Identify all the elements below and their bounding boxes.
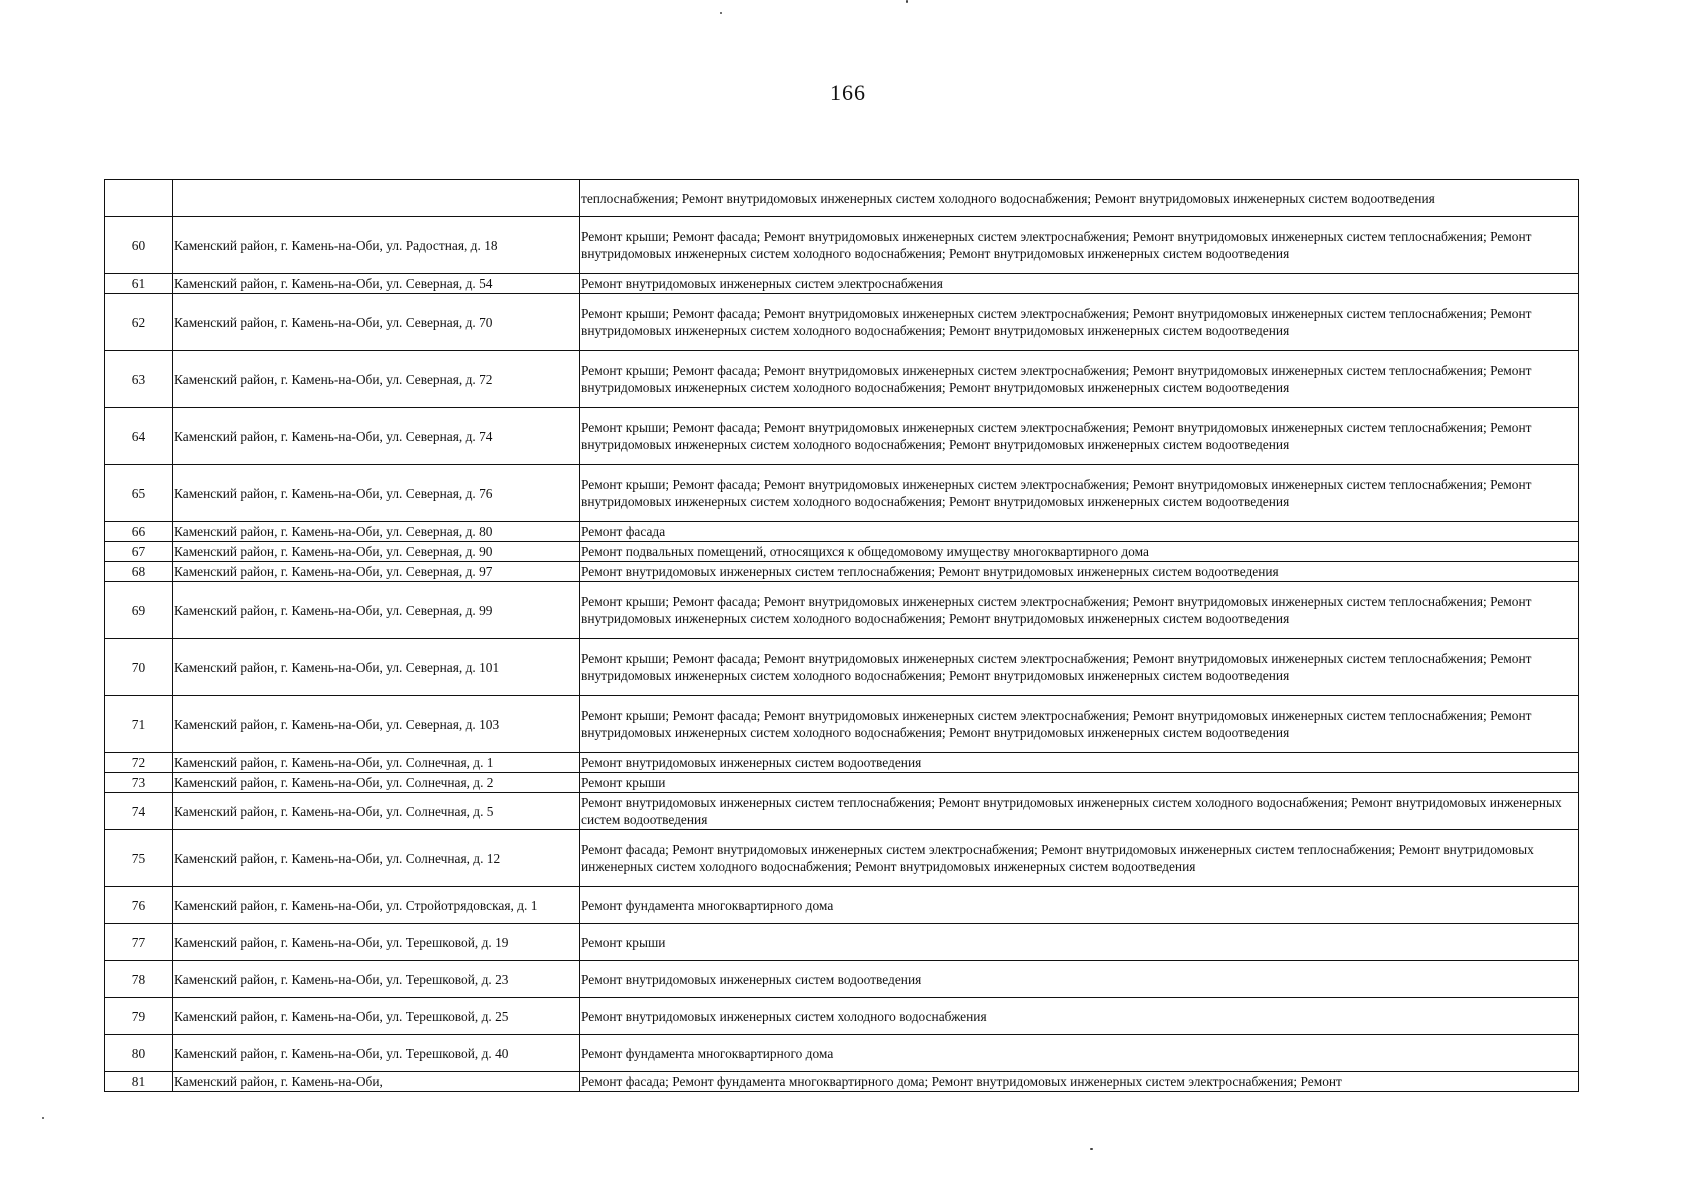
row-number-cell: 69 xyxy=(105,582,173,639)
row-number-cell: 70 xyxy=(105,639,173,696)
table-row xyxy=(105,924,1579,961)
row-number-cell: 71 xyxy=(105,696,173,753)
row-number-cell: 74 xyxy=(105,793,173,830)
page-number: 166 xyxy=(830,80,866,105)
table-row xyxy=(105,274,1579,294)
table-row xyxy=(105,753,1579,773)
repair-works-cell: Ремонт крыши; Ремонт фасада; Ремонт внутридомовых инженерных систем электроснабжения; Ремонт внутридомовых инженерных систем теплоснабжения; Ремонт внутридомовых инженерных систем холодного водоснабжения; Ремонт внутридомовых инженерных систем водоотведения xyxy=(580,408,1579,465)
address-cell xyxy=(173,180,580,217)
repair-works-cell: Ремонт крыши xyxy=(580,924,1579,961)
row-number-cell: 67 xyxy=(105,542,173,562)
repair-works-cell: Ремонт внутридомовых инженерных систем теплоснабжения; Ремонт внутридомовых инженерных систем водоотведения xyxy=(580,562,1579,582)
table-row xyxy=(105,294,1579,351)
table-row xyxy=(105,217,1579,274)
scan-speck xyxy=(720,12,722,14)
row-number-cell: 78 xyxy=(105,961,173,998)
address-cell: Каменский район, г. Камень-на-Оби, ул. Солнечная, д. 5 xyxy=(173,793,580,830)
repair-works-cell: Ремонт фундамента многоквартирного дома xyxy=(580,1035,1579,1072)
table-row xyxy=(105,522,1579,542)
address-cell: Каменский район, г. Камень-на-Оби, ул. Терешковой, д. 19 xyxy=(173,924,580,961)
address-cell: Каменский район, г. Камень-на-Оби, ул. Северная, д. 90 xyxy=(173,542,580,562)
address-cell: Каменский район, г. Камень-на-Оби, ул. Северная, д. 76 xyxy=(173,465,580,522)
address-cell: Каменский район, г. Камень-на-Оби, ул. Северная, д. 97 xyxy=(173,562,580,582)
row-number-cell: 64 xyxy=(105,408,173,465)
repair-works-cell: Ремонт крыши; Ремонт фасада; Ремонт внутридомовых инженерных систем электроснабжения; Ремонт внутридомовых инженерных систем теплоснабжения; Ремонт внутридомовых инженерных систем холодного водоснабжения; Ремонт внутридомовых инженерных систем водоотведения xyxy=(580,696,1579,753)
table-row xyxy=(105,696,1579,753)
row-number-cell: 76 xyxy=(105,887,173,924)
table-row xyxy=(105,887,1579,924)
row-number-cell: 73 xyxy=(105,773,173,793)
row-number-cell: 72 xyxy=(105,753,173,773)
repair-works-cell: Ремонт крыши; Ремонт фасада; Ремонт внутридомовых инженерных систем электроснабжения; Ремонт внутридомовых инженерных систем теплоснабжения; Ремонт внутридомовых инженерных систем холодного водоснабжения; Ремонт внутридомовых инженерных систем водоотведения xyxy=(580,217,1579,274)
row-number-cell: 60 xyxy=(105,217,173,274)
table-row xyxy=(105,793,1579,830)
row-number-cell: 79 xyxy=(105,998,173,1035)
repair-works-cell: Ремонт фасада xyxy=(580,522,1579,542)
row-number-cell: 68 xyxy=(105,562,173,582)
repair-works-cell: Ремонт крыши; Ремонт фасада; Ремонт внутридомовых инженерных систем электроснабжения; Ремонт внутридомовых инженерных систем теплоснабжения; Ремонт внутридомовых инженерных систем холодного водоснабжения; Ремонт внутридомовых инженерных систем водоотведения xyxy=(580,639,1579,696)
scan-speck xyxy=(1090,1148,1093,1150)
table-row xyxy=(105,1035,1579,1072)
repair-works-cell: Ремонт фундамента многоквартирного дома xyxy=(580,887,1579,924)
row-number-cell: 65 xyxy=(105,465,173,522)
row-number-cell: 63 xyxy=(105,351,173,408)
address-cell: Каменский район, г. Камень-на-Оби, ул. Солнечная, д. 12 xyxy=(173,830,580,887)
address-cell: Каменский район, г. Камень-на-Оби, xyxy=(173,1072,580,1092)
row-number-cell xyxy=(105,180,173,217)
row-number-cell: 61 xyxy=(105,274,173,294)
repair-works-cell: Ремонт фасада; Ремонт фундамента многоквартирного дома; Ремонт внутридомовых инженерных систем электроснабжения; Ремонт xyxy=(580,1072,1579,1092)
address-cell: Каменский район, г. Камень-на-Оби, ул. Солнечная, д. 1 xyxy=(173,753,580,773)
table-row xyxy=(105,465,1579,522)
row-number-cell: 77 xyxy=(105,924,173,961)
table-row xyxy=(105,180,1579,217)
table-row xyxy=(105,1072,1579,1092)
address-cell: Каменский район, г. Камень-на-Оби, ул. Северная, д. 101 xyxy=(173,639,580,696)
address-cell: Каменский район, г. Камень-на-Оби, ул. Терешковой, д. 23 xyxy=(173,961,580,998)
housing-repair-table xyxy=(104,179,1579,1092)
address-cell: Каменский район, г. Камень-на-Оби, ул. Стройотрядовская, д. 1 xyxy=(173,887,580,924)
table-row xyxy=(105,961,1579,998)
table-row xyxy=(105,830,1579,887)
table-row xyxy=(105,582,1579,639)
row-number-cell: 75 xyxy=(105,830,173,887)
table-body xyxy=(105,180,1579,1092)
address-cell: Каменский район, г. Камень-на-Оби, ул. Солнечная, д. 2 xyxy=(173,773,580,793)
row-number-cell: 81 xyxy=(105,1072,173,1092)
address-cell: Каменский район, г. Камень-на-Оби, ул. Радостная, д. 18 xyxy=(173,217,580,274)
table-row xyxy=(105,998,1579,1035)
repair-works-cell: Ремонт фасада; Ремонт внутридомовых инженерных систем электроснабжения; Ремонт внутридомовых инженерных систем теплоснабжения; Ремонт внутридомовых инженерных систем холодного водоснабжения; Ремонт внутридомовых инженерных систем водоотведения xyxy=(580,830,1579,887)
table-row xyxy=(105,408,1579,465)
scan-speck xyxy=(42,1117,44,1119)
scan-speck xyxy=(906,0,908,3)
repair-works-cell: Ремонт внутридомовых инженерных систем водоотведения xyxy=(580,753,1579,773)
repair-works-cell: Ремонт крыши; Ремонт фасада; Ремонт внутридомовых инженерных систем электроснабжения; Ремонт внутридомовых инженерных систем теплоснабжения; Ремонт внутридомовых инженерных систем холодного водоснабжения; Ремонт внутридомовых инженерных систем водоотведения xyxy=(580,465,1579,522)
repair-works-cell: Ремонт внутридомовых инженерных систем водоотведения xyxy=(580,961,1579,998)
address-cell: Каменский район, г. Камень-на-Оби, ул. Северная, д. 103 xyxy=(173,696,580,753)
repair-works-cell: Ремонт крыши xyxy=(580,773,1579,793)
address-cell: Каменский район, г. Камень-на-Оби, ул. Северная, д. 70 xyxy=(173,294,580,351)
address-cell: Каменский район, г. Камень-на-Оби, ул. Северная, д. 74 xyxy=(173,408,580,465)
repair-works-cell: Ремонт подвальных помещений, относящихся к общедомовому имуществу многоквартирного дома xyxy=(580,542,1579,562)
table-row xyxy=(105,562,1579,582)
table-row xyxy=(105,773,1579,793)
repair-works-cell: Ремонт крыши; Ремонт фасада; Ремонт внутридомовых инженерных систем электроснабжения; Ремонт внутридомовых инженерных систем теплоснабжения; Ремонт внутридомовых инженерных систем холодного водоснабжения; Ремонт внутридомовых инженерных систем водоотведения xyxy=(580,582,1579,639)
table-row xyxy=(105,542,1579,562)
repair-works-cell: Ремонт внутридомовых инженерных систем холодного водоснабжения xyxy=(580,998,1579,1035)
row-number-cell: 62 xyxy=(105,294,173,351)
repair-works-cell: Ремонт внутридомовых инженерных систем теплоснабжения; Ремонт внутридомовых инженерных систем холодного водоснабжения; Ремонт внутридомовых инженерных систем водоотведения xyxy=(580,793,1579,830)
table-row xyxy=(105,351,1579,408)
address-cell: Каменский район, г. Камень-на-Оби, ул. Северная, д. 72 xyxy=(173,351,580,408)
repair-works-cell: Ремонт крыши; Ремонт фасада; Ремонт внутридомовых инженерных систем электроснабжения; Ремонт внутридомовых инженерных систем теплоснабжения; Ремонт внутридомовых инженерных систем холодного водоснабжения; Ремонт внутридомовых инженерных систем водоотведения xyxy=(580,351,1579,408)
address-cell: Каменский район, г. Камень-на-Оби, ул. Терешковой, д. 40 xyxy=(173,1035,580,1072)
row-number-cell: 66 xyxy=(105,522,173,542)
table-row xyxy=(105,639,1579,696)
address-cell: Каменский район, г. Камень-на-Оби, ул. Северная, д. 54 xyxy=(173,274,580,294)
repair-works-cell: теплоснабжения; Ремонт внутридомовых инженерных систем холодного водоснабжения; Ремонт внутридомовых инженерных систем водоотведения xyxy=(580,180,1579,217)
address-cell: Каменский район, г. Камень-на-Оби, ул. Терешковой, д. 25 xyxy=(173,998,580,1035)
row-number-cell: 80 xyxy=(105,1035,173,1072)
address-cell: Каменский район, г. Камень-на-Оби, ул. Северная, д. 99 xyxy=(173,582,580,639)
repair-works-cell: Ремонт внутридомовых инженерных систем электроснабжения xyxy=(580,274,1579,294)
repair-works-cell: Ремонт крыши; Ремонт фасада; Ремонт внутридомовых инженерных систем электроснабжения; Ремонт внутридомовых инженерных систем теплоснабжения; Ремонт внутридомовых инженерных систем холодного водоснабжения; Ремонт внутридомовых инженерных систем водоотведения xyxy=(580,294,1579,351)
address-cell: Каменский район, г. Камень-на-Оби, ул. Северная, д. 80 xyxy=(173,522,580,542)
